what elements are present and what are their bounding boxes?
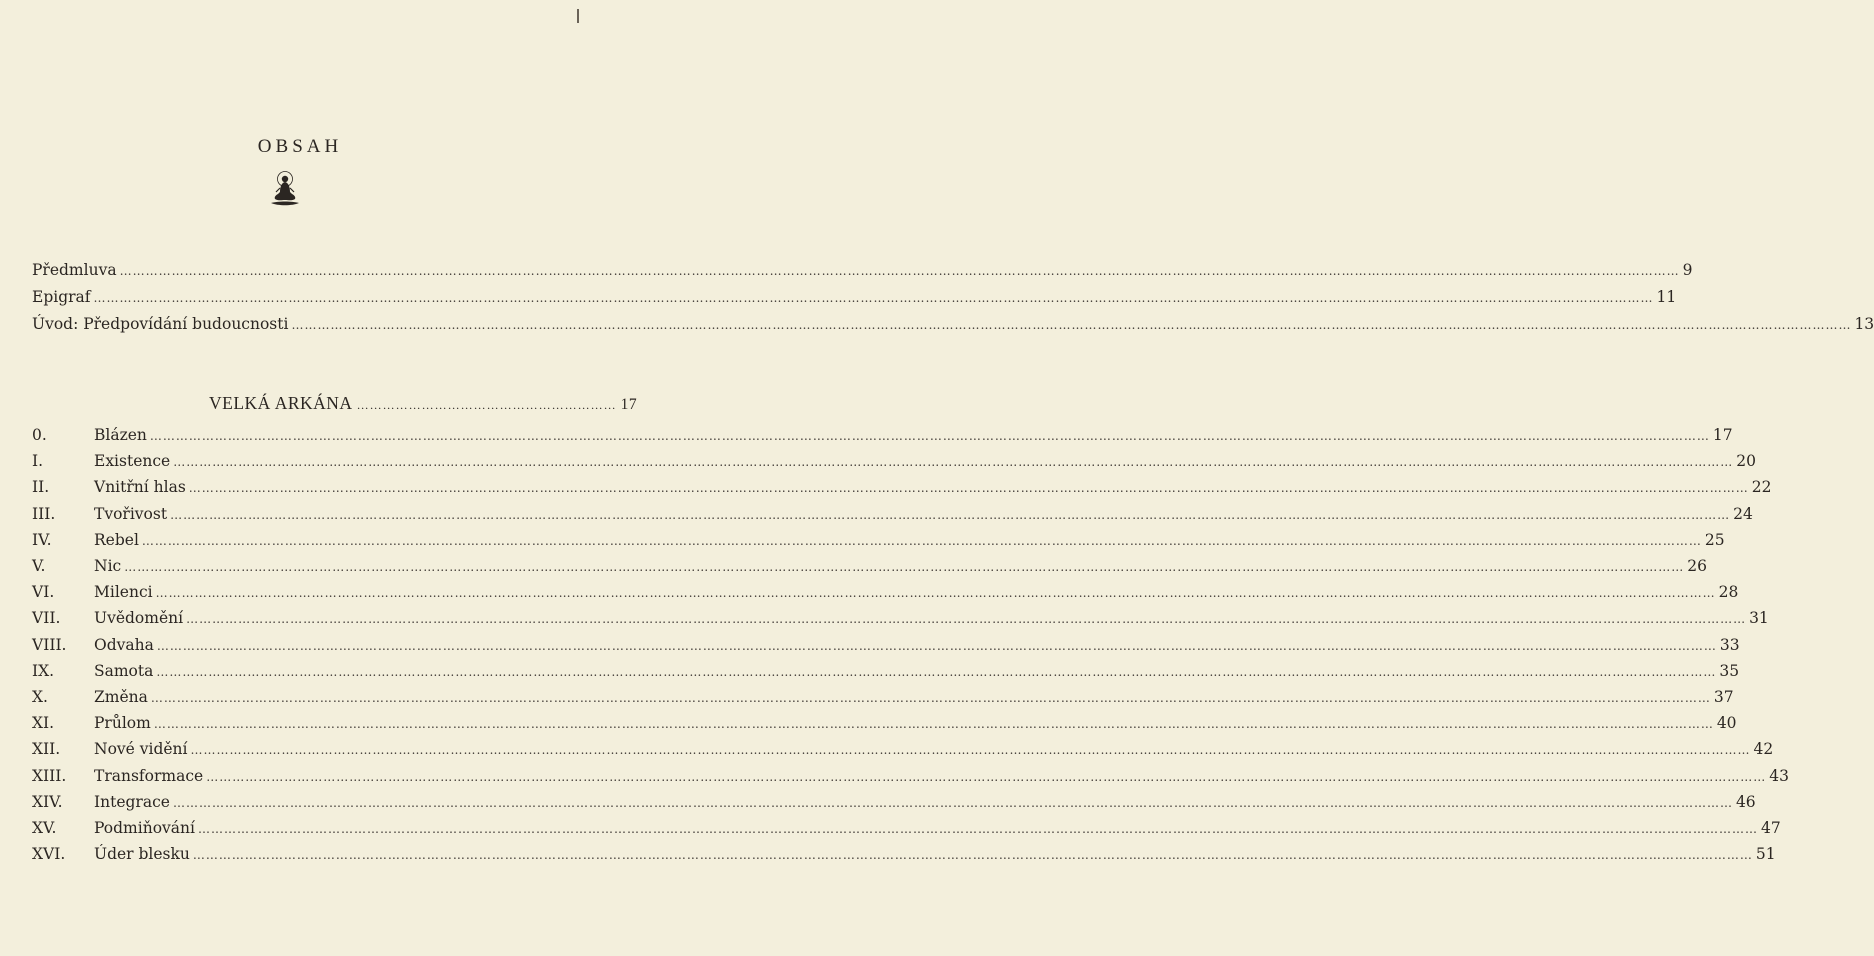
entry-page-number: 35 [1719, 662, 1740, 680]
toc-entry[interactable] [32, 503, 1753, 525]
leader-dots: ……………………………………………………………………………………………………………………………………………………………………………………………………………………………………………………………………………………………………………………………… [172, 796, 1733, 810]
entry-number: IX. [32, 662, 55, 680]
toc-entry[interactable] [32, 424, 1733, 446]
toc-entry[interactable] [32, 529, 1725, 551]
leader-dots: ……………………………………………………………………………………………………………………………………………………………………………………………………………………………………………………………………………………………………………………………… [206, 770, 1767, 784]
leader-dots: ……………………………………………………………………………………………………………………………………………………………………………………………………………………………………………………………………………………………………………………………… [153, 717, 1714, 731]
toc-entry[interactable] [32, 712, 1737, 734]
toc-entry[interactable] [32, 476, 1772, 498]
entry-page-number: 51 [1755, 845, 1776, 863]
entry-number: I. [32, 452, 44, 470]
entry-page-number: 11 [1656, 288, 1677, 306]
leader-dots: ……………………………………………………………………………………………………………………………………………………………………………………………………………………………………………………………………………………………………………………………… [150, 691, 1711, 705]
toc-entry[interactable] [32, 660, 1740, 682]
toc-entry[interactable] [32, 581, 1739, 603]
leader-dots: ……………………………………………………………………………………………………………………………………………………………………………………………………………………………………………………………………………………………………………………………… [93, 291, 1654, 305]
leader-dots: ……………………………………………………………………………………………………………………………………………………………………………………………………………………………………………………………………………………………………………………………… [156, 665, 1717, 679]
entry-label: Milenci [94, 583, 153, 601]
entry-label: Vnitřní hlas [94, 478, 186, 496]
entry-number: XII. [32, 740, 61, 758]
toc-entry[interactable] [32, 765, 1789, 787]
entry-label: Tvořivost [94, 505, 168, 523]
meditating-figure-icon [268, 170, 302, 210]
leader-dots: ……………………………………………………………………………………………………………………………………………………………………………………………………………………………………………………………………………………………………………………………… [170, 508, 1731, 522]
entry-label: Předmluva [32, 261, 117, 279]
entry-number: VIII. [32, 636, 67, 654]
entry-page-number: 33 [1719, 636, 1740, 654]
entry-page-number: 40 [1716, 714, 1737, 732]
section-label: VELKÁ ARKÁNA [209, 393, 353, 413]
entry-page-number: 13 [1854, 315, 1874, 333]
entry-number: XIII. [32, 767, 67, 785]
entry-number: XVI. [32, 845, 66, 863]
leader-dots: ……………………………………………………………………………………………………………………………………………………………………………………………………………………………………………………………………………………………………………………………… [192, 848, 1753, 862]
leader-dots: ……………………………………………………………………………………………………………………………………………………………………………………………………………………………………………………………………………………………………………………………… [291, 318, 1852, 332]
entry-page-number: 31 [1749, 609, 1769, 627]
entry-page-number: 37 [1713, 688, 1734, 706]
entry-label: Integrace [94, 793, 170, 811]
toc-entry[interactable] [32, 738, 1774, 760]
toc-entry[interactable] [32, 607, 1769, 629]
entry-number: 0. [32, 426, 47, 444]
entry-page-number: 25 [1704, 531, 1725, 549]
entry-number: II. [32, 478, 50, 496]
entry-number: XV. [32, 819, 57, 837]
entry-page-number: 20 [1736, 452, 1756, 470]
toc-entry[interactable] [32, 817, 1781, 839]
entry-page-number: 17 [1712, 426, 1733, 444]
entry-label: Transformace [94, 767, 204, 785]
entry-page-number: 46 [1735, 793, 1756, 811]
leader-dots: ……………………………………………………………………………………………………………………………………………………………………………………………………………………………………………………………………………………………………………………………… [155, 586, 1716, 600]
entry-page-number: 28 [1718, 583, 1739, 601]
section-velka-arkana[interactable] [209, 393, 638, 417]
entry-label: Úvod: Předpovídání budoucnosti [32, 315, 289, 333]
leader-dots: ……………………………………………………………………………………………………………………………………………………………………………………………………………………………………………………………………………………………………………………………… [173, 455, 1734, 469]
entry-page-number: 43 [1769, 767, 1789, 785]
section-page: 17 [620, 396, 638, 413]
leader-dots: ……………………………………………………………………………………………………………………………………………………………………………………………………………………………………………………………………………………………………………………………… [141, 534, 1702, 548]
entry-label: Rebel [94, 531, 139, 549]
leader-dots: ……………………………………………………………………………………………………………………………………………………………………………………………………………………………………………………………………………………………………………………………… [186, 612, 1747, 626]
entry-label: Blázen [94, 426, 147, 444]
entry-label: Úder blesku [94, 845, 190, 863]
entry-label: Průlom [94, 714, 151, 732]
entry-page-number: 26 [1687, 557, 1707, 575]
entry-page-number: 47 [1760, 819, 1781, 837]
leader-dots: …………………………………………………… [356, 398, 617, 412]
toc-entry[interactable] [32, 843, 1776, 865]
toc-entry[interactable] [32, 634, 1740, 656]
leader-dots: ……………………………………………………………………………………………………………………………………………………………………………………………………………………………………………………………………………………………………………………………… [188, 481, 1749, 495]
entry-label: Nic [94, 557, 122, 575]
entry-page-number: 22 [1751, 478, 1772, 496]
entry-label: Nové vidění [94, 740, 188, 758]
entry-label: Uvědomění [94, 609, 184, 627]
page-title: OBSAH [257, 136, 343, 157]
entry-page-number: 9 [1682, 261, 1693, 279]
toc-entry[interactable] [32, 791, 1756, 813]
entry-number: XIV. [32, 793, 63, 811]
entry-label: Existence [94, 452, 171, 470]
entry-page-number: 42 [1753, 740, 1774, 758]
leader-dots: ……………………………………………………………………………………………………………………………………………………………………………………………………………………………………………………………………………………………………………………………… [190, 743, 1751, 757]
entry-number: V. [32, 557, 46, 575]
leader-dots: ……………………………………………………………………………………………………………………………………………………………………………………………………………………………………………………………………………………………………………………………… [197, 822, 1758, 836]
entry-number: VI. [32, 583, 55, 601]
entry-page-number: 24 [1733, 505, 1753, 523]
leader-dots: ……………………………………………………………………………………………………………………………………………………………………………………………………………………………………………………………………………………………………………………………… [156, 639, 1717, 653]
toc-entry[interactable] [32, 259, 1693, 281]
toc-entry[interactable] [32, 555, 1707, 577]
leader-dots: ……………………………………………………………………………………………………………………………………………………………………………………………………………………………………………………………………………………………………………………………… [149, 429, 1710, 443]
entry-number: III. [32, 505, 56, 523]
entry-label: Odvaha [94, 636, 154, 654]
entry-number: XI. [32, 714, 55, 732]
corner-mark [577, 9, 579, 23]
entry-label: Epigraf [32, 288, 91, 306]
toc-entry[interactable] [32, 450, 1756, 472]
entry-label: Podmiňování [94, 819, 195, 837]
entry-label: Samota [94, 662, 154, 680]
toc-entry[interactable] [32, 286, 1677, 308]
entry-label: Změna [94, 688, 148, 706]
entry-number: X. [32, 688, 48, 706]
entry-number: IV. [32, 531, 52, 549]
toc-entry[interactable] [32, 686, 1734, 708]
entry-number: VII. [32, 609, 61, 627]
leader-dots: ……………………………………………………………………………………………………………………………………………………………………………………………………………………………………………………………………………………………………………………………… [124, 560, 1685, 574]
leader-dots: ……………………………………………………………………………………………………………………………………………………………………………………………………………………………………………………………………………………………………………………………… [119, 264, 1680, 278]
toc-entry[interactable] [32, 313, 1874, 335]
